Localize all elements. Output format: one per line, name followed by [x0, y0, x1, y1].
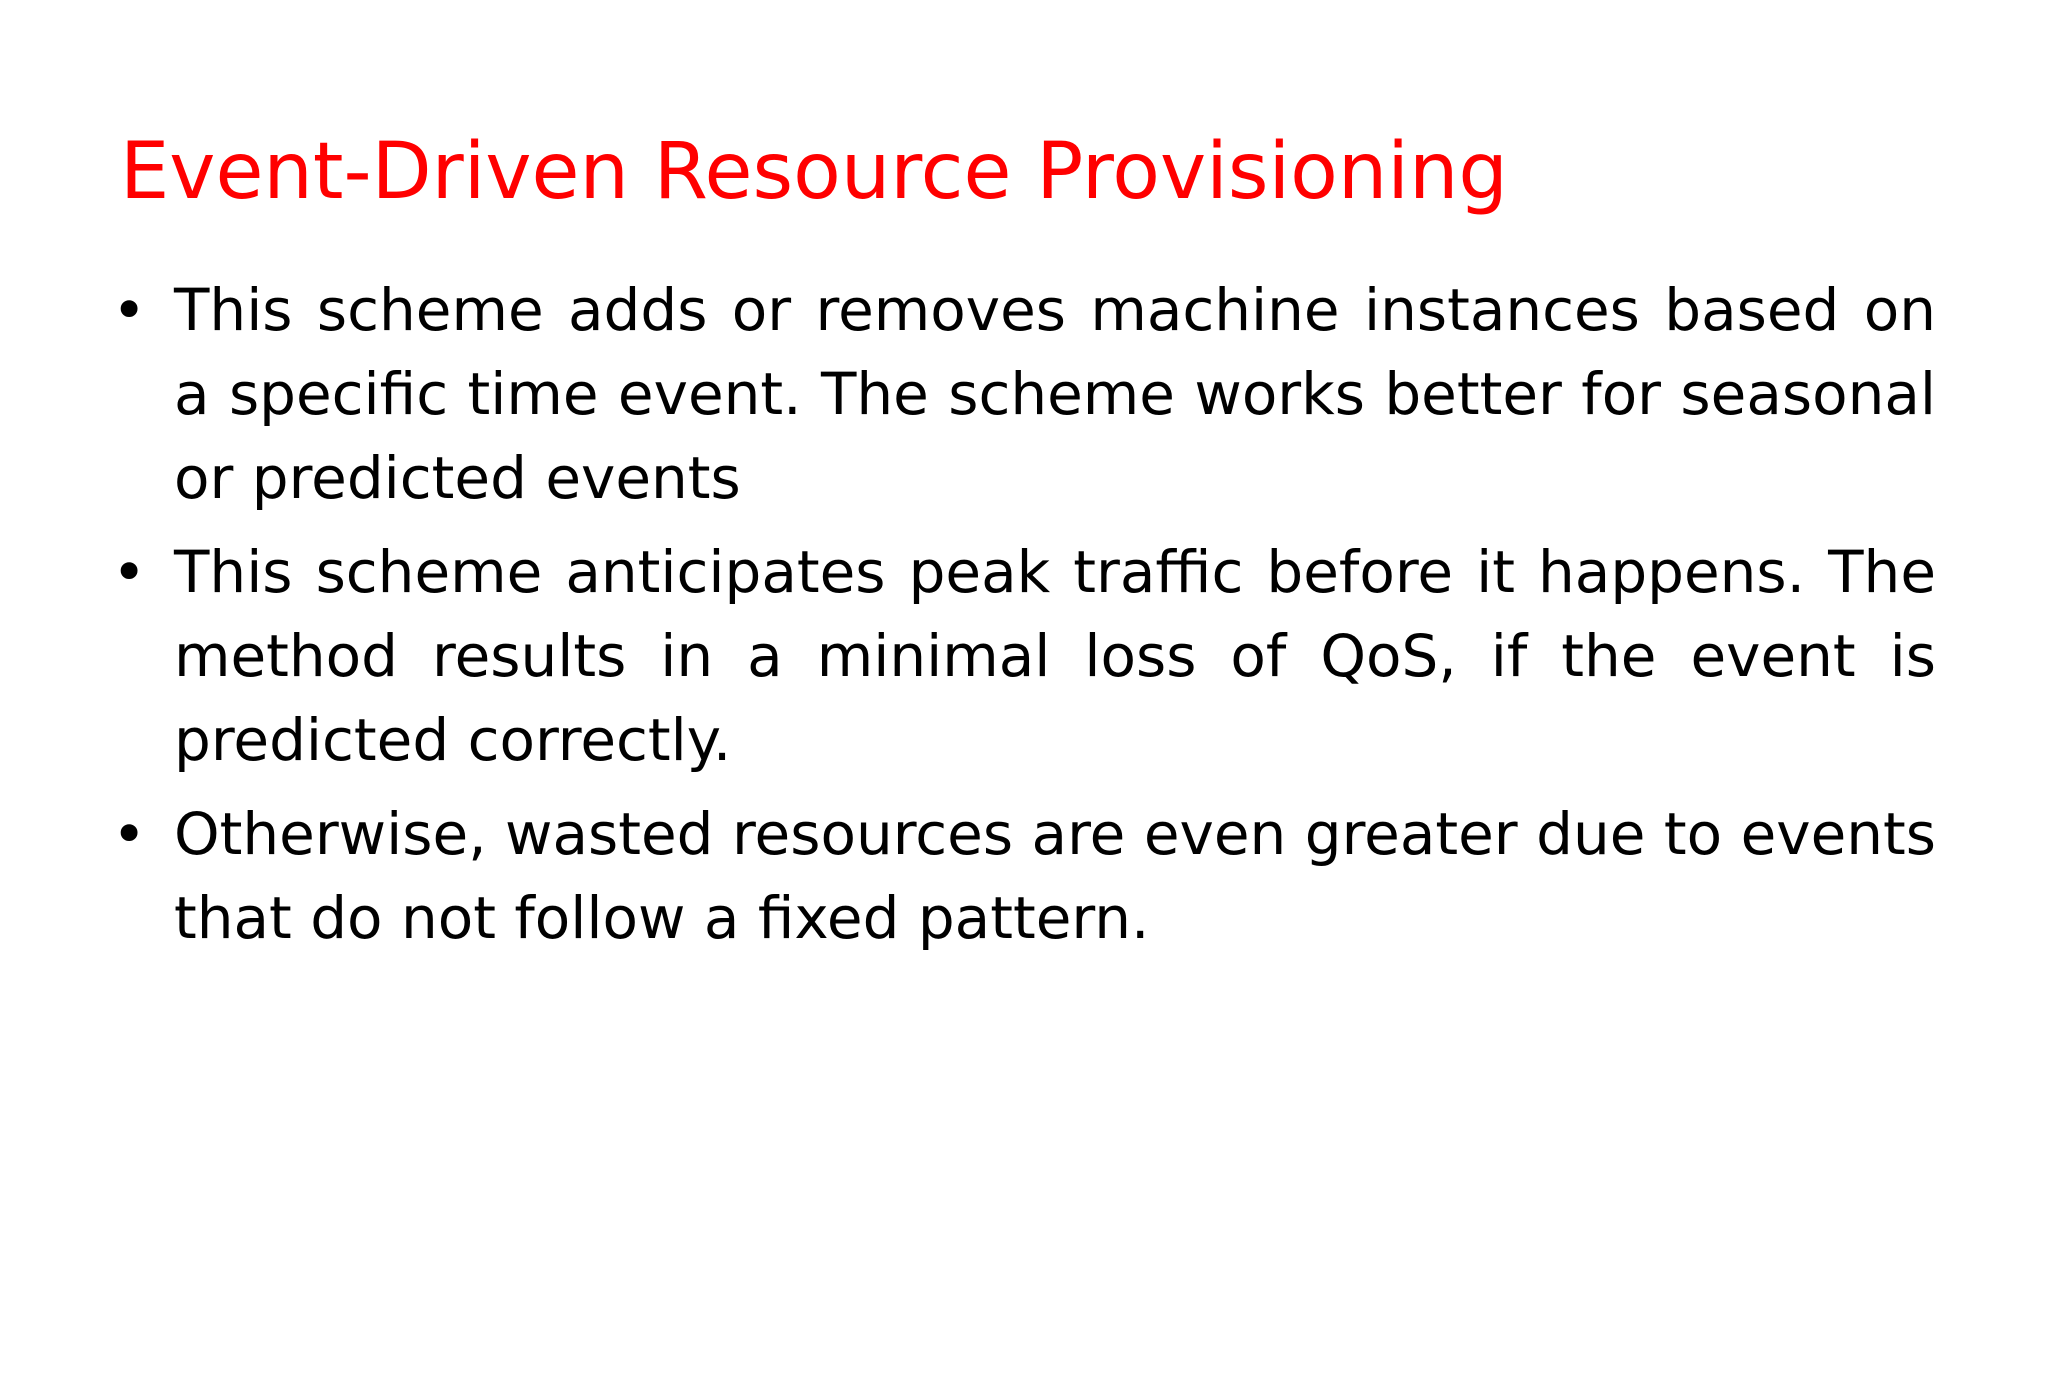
bullet-item-2: [112, 530, 1936, 782]
bullet-icon: •: [112, 538, 147, 606]
bullet-icon: •: [112, 276, 147, 344]
bullet-icon: •: [112, 800, 147, 868]
bullet-text: This scheme anticipates peak traffic before it happens. The method results in a minimal loss of QoS, if the event is predicted correctly.: [174, 538, 1936, 774]
bullet-list: [112, 268, 1936, 970]
bullet-text: This scheme adds or removes machine instances based on a specific time event. The scheme works better for seasonal or predicted events: [174, 276, 1936, 512]
bullet-text: Otherwise, wasted resources are even greater due to events that do not follow a fixed pattern.: [174, 800, 1936, 952]
bullet-item-3: [112, 792, 1936, 960]
bullet-item-1: [112, 268, 1936, 520]
slide-title: Event-Driven Resource Provisioning: [120, 127, 1508, 217]
